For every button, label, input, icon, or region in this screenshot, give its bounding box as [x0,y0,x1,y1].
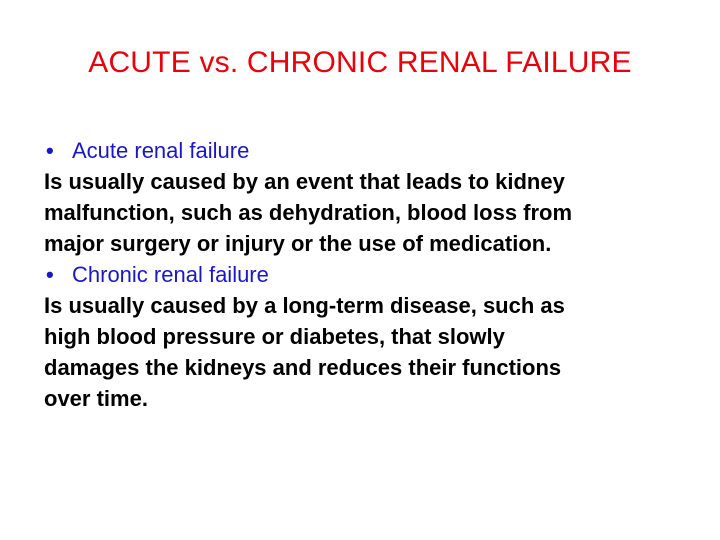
bullet-heading-acute: Acute renal failure [72,138,250,163]
bullet-chronic-renal-failure [44,259,684,290]
chronic-body-line: over time. [44,386,148,411]
bullet-dot-icon: • [46,138,54,163]
acute-body-line: malfunction, such as dehydration, blood loss from [44,200,573,225]
acute-body-line: Is usually caused by an event that leads to kidney [44,169,565,194]
chronic-body-line: high blood pressure or diabetes, that slowly [44,324,505,349]
bullet-dot-icon: • [46,262,54,287]
bullet-heading-chronic: Chronic renal failure [72,262,269,287]
bullet-acute-renal-failure [44,135,684,166]
slide-content [44,135,684,414]
acute-body-line: major surgery or injury or the use of medication. [44,231,552,256]
chronic-body-line: Is usually caused by a long-term disease, such as [44,293,565,318]
slide-title: ACUTE vs. CHRONIC RENAL FAILURE [88,46,632,79]
chronic-body-line: damages the kidneys and reduces their functions [44,355,562,380]
